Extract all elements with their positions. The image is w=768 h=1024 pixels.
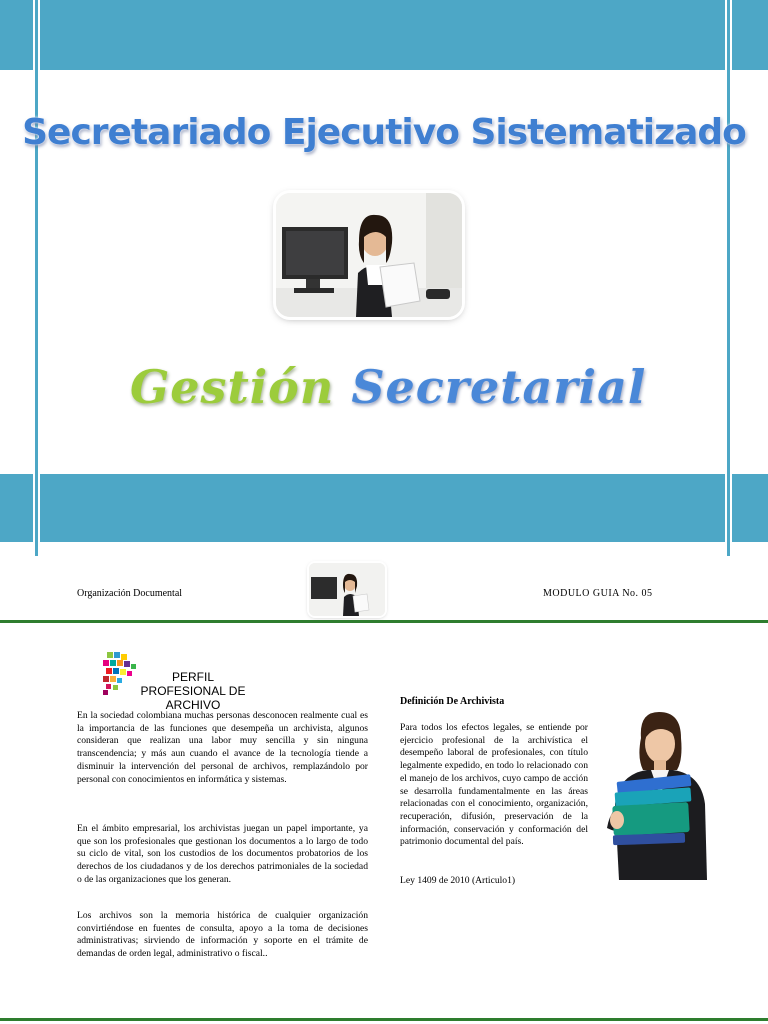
perfil-title-line: PROFESIONAL DE: [140, 684, 246, 698]
footer-divider: [0, 1018, 768, 1021]
perfil-title: [134, 670, 252, 712]
subtitle-word-gestion: Gestión: [130, 360, 335, 414]
perfil-paragraph-3: Los archivos son la memoria histórica de cualquier organización convirtiéndose en fuentes de consulta, apoyo a la toma de decisiones administrativas; sirviendo de información y soporte en el trámite de demandas de orden legal, administrativo o fiscal..: [77, 910, 368, 960]
cover-title: Secretariado Ejecutivo Sistematizado: [22, 112, 746, 153]
top-band: [0, 0, 768, 70]
definicion-title: Definición De Archivista: [400, 696, 505, 707]
definicion-body: Para todos los efectos legales, se entiende por ejercicio profesional de la archivística el desempeño laboral de profesionales, con título legalmente expedido, en todo lo relacionado con el manejo de los archivos, cuyo campo de acción se desarrolla fundamentalmente en las áreas relacionadas con el conocimiento, organización, recuperación, difusión, preservación de la información, conservación y conformación del patrimonio documental del país.: [400, 722, 588, 848]
perfil-title-line: ARCHIVO: [165, 698, 221, 712]
bottom-band: [0, 474, 768, 542]
cover-subtitle: [130, 360, 690, 414]
left-rail: [33, 0, 40, 556]
header-section-name: Organización Documental: [77, 588, 183, 599]
subtitle-word-secretarial: Secretarial: [351, 360, 647, 414]
perfil-paragraph-1: En la sociedad colombiana muchas personas desconocen realmente cual es la importancia de las funciones que desempeña un archivista, algunos consideran que realizan una labor muy sencilla y sin ninguna transcendencia; y más aun cuando el avance de la tecnología tiende a disminuir la intervención del personal de archivos, remplazándolo por personal con conocimientos en informática y sistemas.: [77, 710, 368, 785]
definicion-law-reference: Ley 1409 de 2010 (Articulo1): [400, 875, 516, 886]
office-photo: [276, 193, 462, 317]
perfil-paragraph-2: En el ámbito empresarial, los archivistas juegan un papel importante, ya que son los profesionales que gestionan los documentos a lo largo de todo su ciclo de vital, son los custodios de los documentos probatorios de los derechos de los ciudadanos y de los derechos patrimoniales de la sociedad o de las organizaciones que los generan.: [77, 823, 368, 885]
archivist-woman-photo: [597, 708, 713, 880]
header-module-label: MODULO GUIA No. 05: [543, 588, 653, 599]
header-divider: [0, 620, 768, 623]
header-thumbnail-photo: [309, 563, 385, 616]
right-rail: [725, 0, 732, 556]
perfil-title-line: PERFIL: [171, 670, 214, 684]
